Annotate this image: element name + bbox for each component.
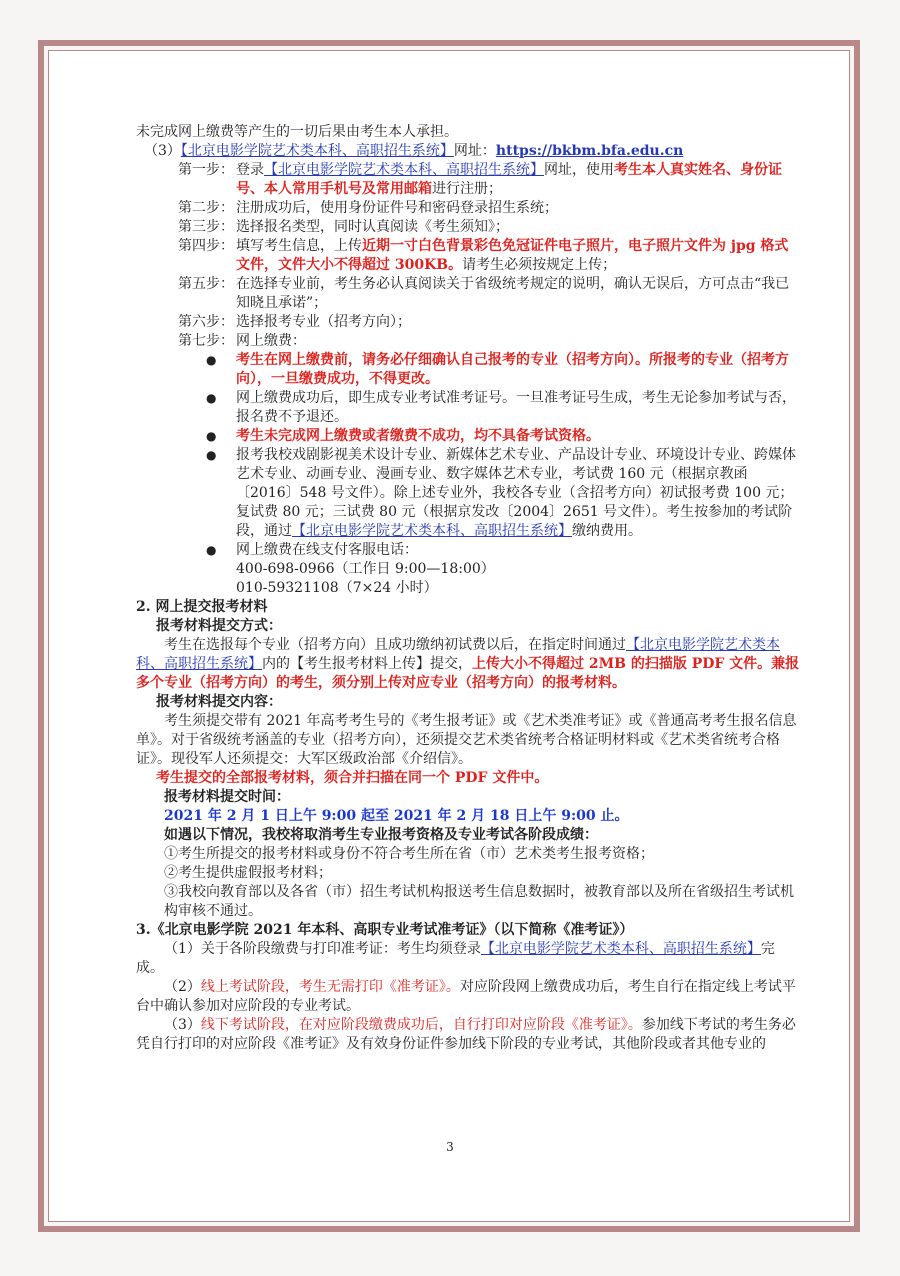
bullet-icon: ●: [206, 543, 217, 557]
label: 网址：: [453, 143, 496, 159]
step-3: [136, 218, 800, 237]
cancel-item: ②考生提供虚假报考材料；: [164, 865, 332, 881]
bullet-item: [136, 389, 800, 427]
step-text: 登录【北京电影学院艺术类本科、高职招生系统】网址，使用考生本人真实姓名、身份证号、本人常用手机号及常用邮箱进行注册；: [236, 162, 782, 197]
step-label: 第四步：: [178, 238, 234, 254]
bullet-icon: ●: [206, 429, 217, 443]
document-body: [136, 123, 800, 1054]
bullet-item: [136, 446, 800, 541]
section-2-title: 2. 网上提交报考材料: [136, 599, 268, 615]
cancel-item: ③我校向教育部以及各省（市）招生考试机构报送考生信息数据时，被教育部以及所在省级招生考试机构审核不通过。: [164, 884, 794, 919]
step-label: 第六步：: [178, 314, 234, 330]
item-number: （3）: [144, 143, 181, 159]
subheading: 报考材料提交内容：: [156, 694, 282, 710]
system-link[interactable]: 【北京电影学院艺术类本科、高职招生系统】: [292, 523, 572, 539]
system-link[interactable]: 【北京电影学院艺术类本科、高职招生系统】: [180, 143, 454, 159]
hotline-label: 网上缴费在线支付客服电话：: [236, 542, 418, 558]
step-6: [136, 313, 800, 332]
system-link[interactable]: 【北京电影学院艺术类本科、高职招生系统】: [480, 941, 761, 957]
step-text: 网上缴费：: [236, 333, 306, 349]
paragraph-notice: 考生提交的全部报考材料，须合并扫描在同一个 PDF 文件中。: [156, 770, 549, 786]
item-1: （1）关于各阶段缴费与打印准考证：考生均须登录【北京电影学院艺术类本科、高职招生系统】完成。: [136, 941, 775, 976]
step-label: 第七步：: [178, 333, 234, 349]
step-5: [136, 275, 800, 313]
step-text: 选择报名类型，同时认真阅读《考生须知》；: [236, 219, 509, 235]
hotline-2: 010-59321108（7×24 小时）: [236, 580, 438, 596]
bullet-item: [136, 427, 800, 446]
step-text: 填写考生信息，上传近期一寸白色背景彩色免冠证件电子照片，电子照片文件为 jpg 格式文件，文件大小不得超过 300KB。请考生必须按规定上传；: [236, 238, 789, 273]
step-label: 第一步：: [178, 162, 234, 178]
item-3: [136, 142, 800, 161]
step-label: 第二步：: [178, 200, 234, 216]
system-link[interactable]: 【北京电影学院艺术类本科、高职招生系统】: [264, 162, 544, 178]
bullet-text: 考生在网上缴费前，请务必仔细确认自己报考的专业（招考方向）。所报考的专业（招考方向），一旦缴费成功，不得更改。: [236, 352, 789, 387]
cancel-item: ①考生所提交的报考材料或身份不符合考生所在省（市）艺术类考生报考资格；: [164, 846, 654, 862]
paragraph: 未完成网上缴费等产生的一切后果由考生本人承担。: [136, 124, 458, 140]
bullet-item: [136, 541, 800, 598]
step-4: [136, 237, 800, 275]
step-1: [136, 161, 800, 199]
system-link[interactable]: 【北京电影学院艺术类本科、高职招生系统】: [136, 637, 780, 672]
step-7: [136, 332, 800, 351]
cancel-title: 如遇以下情况，我校将取消考生专业报考资格及专业考试各阶段成绩：: [164, 827, 598, 843]
subheading: 报考材料提交方式：: [156, 618, 282, 634]
step-text: 注册成功后，使用身份证件号和密码登录招生系统；: [236, 200, 558, 216]
bullet-text: [236, 541, 800, 598]
step-2: [136, 199, 800, 218]
submission-time: 2021 年 2 月 1 日上午 9:00 起至 2021 年 2 月 18 日上午 9:00 止。: [164, 808, 629, 824]
bullet-icon: ●: [206, 448, 217, 462]
bullet-text: 网上缴费成功后，即生成专业考试准考证号。一旦准考证号生成，考生无论参加考试与否，报名费不予退还。: [236, 390, 796, 425]
bullet-text: 报考我校戏剧影视美术设计专业、新媒体艺术专业、产品设计专业、环境设计专业、跨媒体艺术专业、动画专业、漫画专业、数字媒体艺术专业，考试费 160 元（根据京教函〔2016〕548 号文件）。除上述专业外，我校各专业（含招考方向）初试报考费 100 元；复试费 80 元；三试费 80 元（根据京发改〔2004〕2651 号文件）。考生按参加的考试阶段，通过【北京电影学院艺术类本科、高职招生系统】缴纳费用。: [236, 447, 796, 539]
section-3-title: 3.《北京电影学院 2021 年本科、高职专业考试准考证》（以下简称《准考证》）: [136, 922, 634, 938]
item-3: （3）线下考试阶段，在对应阶段缴费成功后，自行打印对应阶段《准考证》。参加线下考试的考生务必凭自行打印的对应阶段《准考证》及有效身份证件参加线下阶段的专业考试，其他阶段或者其他专业的: [136, 1017, 796, 1052]
bullet-text: 考生未完成网上缴费或者缴费不成功，均不具备考试资格。: [236, 428, 600, 444]
step-label: 第五步：: [178, 276, 234, 292]
item-2: （2）线上考试阶段，考生无需打印《准考证》。对应阶段网上缴费成功后，考生自行在指定线上考试平台中确认参加对应阶段的专业考试。: [136, 979, 796, 1014]
step-text: 在选择专业前，考生务必认真阅读关于省级统考规定的说明，确认无误后，方可点击“我已知晓且承诺”；: [236, 276, 790, 311]
page-number: 3: [446, 1140, 454, 1154]
step-label: 第三步：: [178, 219, 234, 235]
bullet-icon: ●: [206, 391, 217, 405]
paragraph: 考生在选报每个专业（招考方向）且成功缴纳初试费以后，在指定时间通过【北京电影学院艺术类本科、高职招生系统】内的【考生报考材料上传】提交，上传大小不得超过 2MB 的扫描版 PDF 文件。兼报多个专业（招考方向）的考生，须分别上传对应专业（招考方向）的报考材料。: [136, 637, 800, 691]
hotline-1: 400-698-0966（工作日 9:00—18:00）: [236, 561, 495, 577]
bullet-icon: ●: [206, 353, 217, 367]
bullet-item: [136, 351, 800, 389]
url-link[interactable]: https://bkbm.bfa.edu.cn: [495, 143, 684, 159]
paragraph: 考生须提交带有 2021 年高考考生号的《考生报考证》或《艺术类准考证》或《普通高考考生报名信息单》。对于省级统考涵盖的专业（招考方向），还须提交艺术类省统考合格证明材料或《艺术类省统考合格证》。现役军人还须提交：大军区级政治部《介绍信》。: [136, 713, 797, 767]
step-text: 选择报考专业（招考方向）；: [236, 314, 411, 330]
subheading: 报考材料提交时间：: [164, 789, 290, 805]
